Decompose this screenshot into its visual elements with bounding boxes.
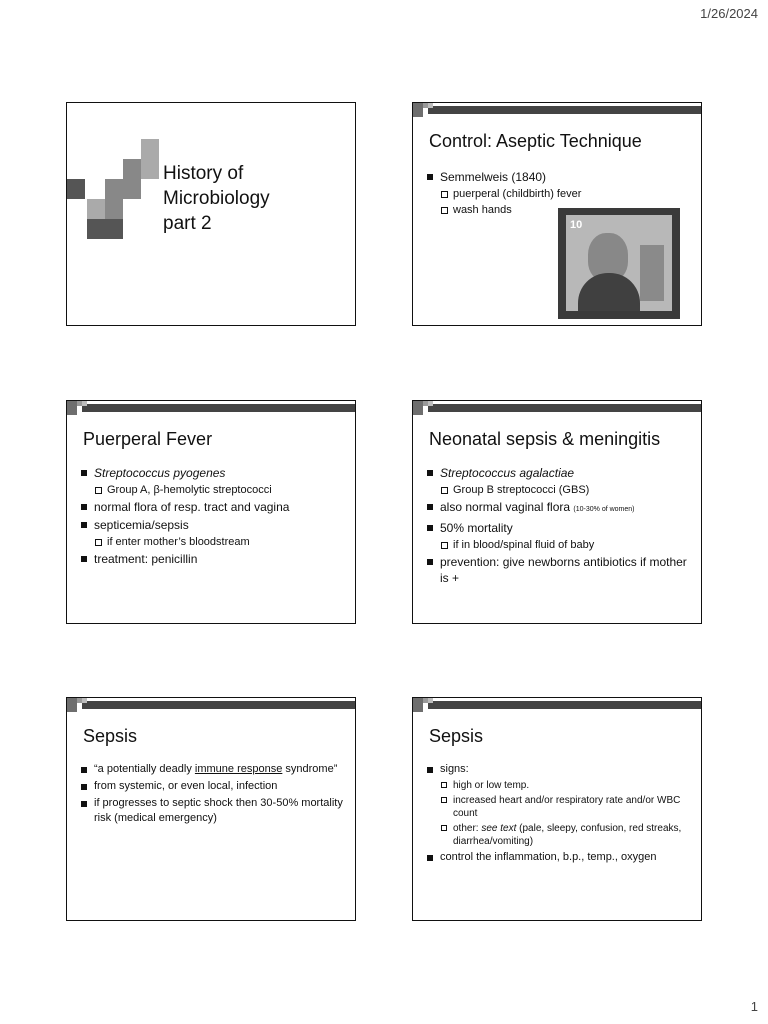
sub-bullet: high or low temp. xyxy=(427,779,691,792)
hollow-square-bullet-icon xyxy=(441,191,448,198)
slide-2-title: Control: Aseptic Technique xyxy=(429,131,642,151)
slide-4-title: Neonatal sepsis & meningitis xyxy=(429,429,661,449)
print-date: 1/26/2024 xyxy=(700,6,758,21)
square-bullet-icon xyxy=(427,855,433,861)
slide-5-title: Sepsis xyxy=(83,726,138,746)
page-number: 1 xyxy=(750,999,758,1014)
hollow-square-bullet-icon xyxy=(441,207,448,214)
square-bullet-icon xyxy=(427,767,433,773)
slide-header-decoration xyxy=(413,698,701,712)
slide-sepsis-signs xyxy=(412,697,702,921)
sub-bullet: Group B streptococci (GBS) xyxy=(427,483,691,498)
slide-1-title xyxy=(163,161,270,236)
slide-neonatal-sepsis xyxy=(412,400,702,624)
bullet: from systemic, or even local, infection xyxy=(81,779,345,794)
slide-aseptic-technique xyxy=(412,102,702,326)
slide-header-decoration xyxy=(413,103,701,117)
slide-3-title: Puerperal Fever xyxy=(83,429,213,449)
hollow-square-bullet-icon xyxy=(441,825,447,831)
sub-bullet: increased heart and/or respiratory rate and/or WBC count xyxy=(427,794,691,820)
title-line-1: History of xyxy=(163,163,244,184)
slide-sepsis-definition xyxy=(66,697,356,921)
bullet: prevention: give newborns antibiotics if mother is + xyxy=(427,554,691,586)
sub-bullet: if enter mother’s bloodstream xyxy=(81,535,345,550)
square-bullet-icon xyxy=(81,556,87,562)
square-bullet-icon xyxy=(427,525,433,531)
bullet: Semmelweis (1840) xyxy=(427,169,691,185)
square-bullet-icon xyxy=(81,784,87,790)
percentage-note: (10-30% of women) xyxy=(573,506,635,513)
title-line-2: Microbiology xyxy=(163,188,270,209)
sub-bullet: puerperal (childbirth) fever xyxy=(427,187,691,202)
slide-header-decoration xyxy=(413,401,701,415)
bullet: septicemia/sepsis xyxy=(81,517,345,533)
slide-puerperal-fever xyxy=(66,400,356,624)
hollow-square-bullet-icon xyxy=(441,797,447,803)
sub-bullet: wash hands xyxy=(427,203,691,218)
bullet: normal flora of resp. tract and vagina xyxy=(81,499,345,515)
square-bullet-icon xyxy=(81,504,87,510)
square-bullet-icon xyxy=(427,470,433,476)
bullet: “a potentially deadly immune response syndrome” xyxy=(81,762,345,777)
square-bullet-icon xyxy=(427,559,433,565)
square-bullet-icon xyxy=(81,801,87,807)
square-bullet-icon xyxy=(81,522,87,528)
square-bullet-icon xyxy=(81,470,87,476)
bullet: Streptococcus pyogenes xyxy=(81,465,345,481)
hollow-square-bullet-icon xyxy=(95,487,102,494)
bullet: signs: xyxy=(427,762,691,777)
square-bullet-icon xyxy=(427,174,433,180)
semmelweis-stamp-image: 10 xyxy=(558,208,680,319)
sub-bullet: other: see text (pale, sleepy, confusion, red streaks, diarrhea/vomiting) xyxy=(427,822,691,848)
sub-bullet: Group A, β-hemolytic streptococci xyxy=(81,483,345,498)
bullet: control the inflammation, b.p., temp., oxygen xyxy=(427,850,691,865)
hollow-square-bullet-icon xyxy=(441,782,447,788)
square-bullet-icon xyxy=(427,504,433,510)
hollow-square-bullet-icon xyxy=(441,542,448,549)
slide-header-decoration xyxy=(67,401,355,415)
bullet: if progresses to septic shock then 30-50% mortality risk (medical emergency) xyxy=(81,796,345,826)
hollow-square-bullet-icon xyxy=(95,539,102,546)
hollow-square-bullet-icon xyxy=(441,487,448,494)
square-bullet-icon xyxy=(81,767,87,773)
slide-header-decoration xyxy=(67,698,355,712)
slide-title xyxy=(66,102,356,326)
bullet: treatment: penicillin xyxy=(81,551,345,567)
bullet: Streptococcus agalactiae xyxy=(427,465,691,481)
bullet: also normal vaginal flora (10-30% of women) xyxy=(427,499,691,518)
sub-bullet: if in blood/spinal fluid of baby xyxy=(427,538,691,553)
title-line-3: part 2 xyxy=(163,213,212,234)
slide-6-title: Sepsis xyxy=(429,726,484,746)
bullet: 50% mortality xyxy=(427,520,691,536)
